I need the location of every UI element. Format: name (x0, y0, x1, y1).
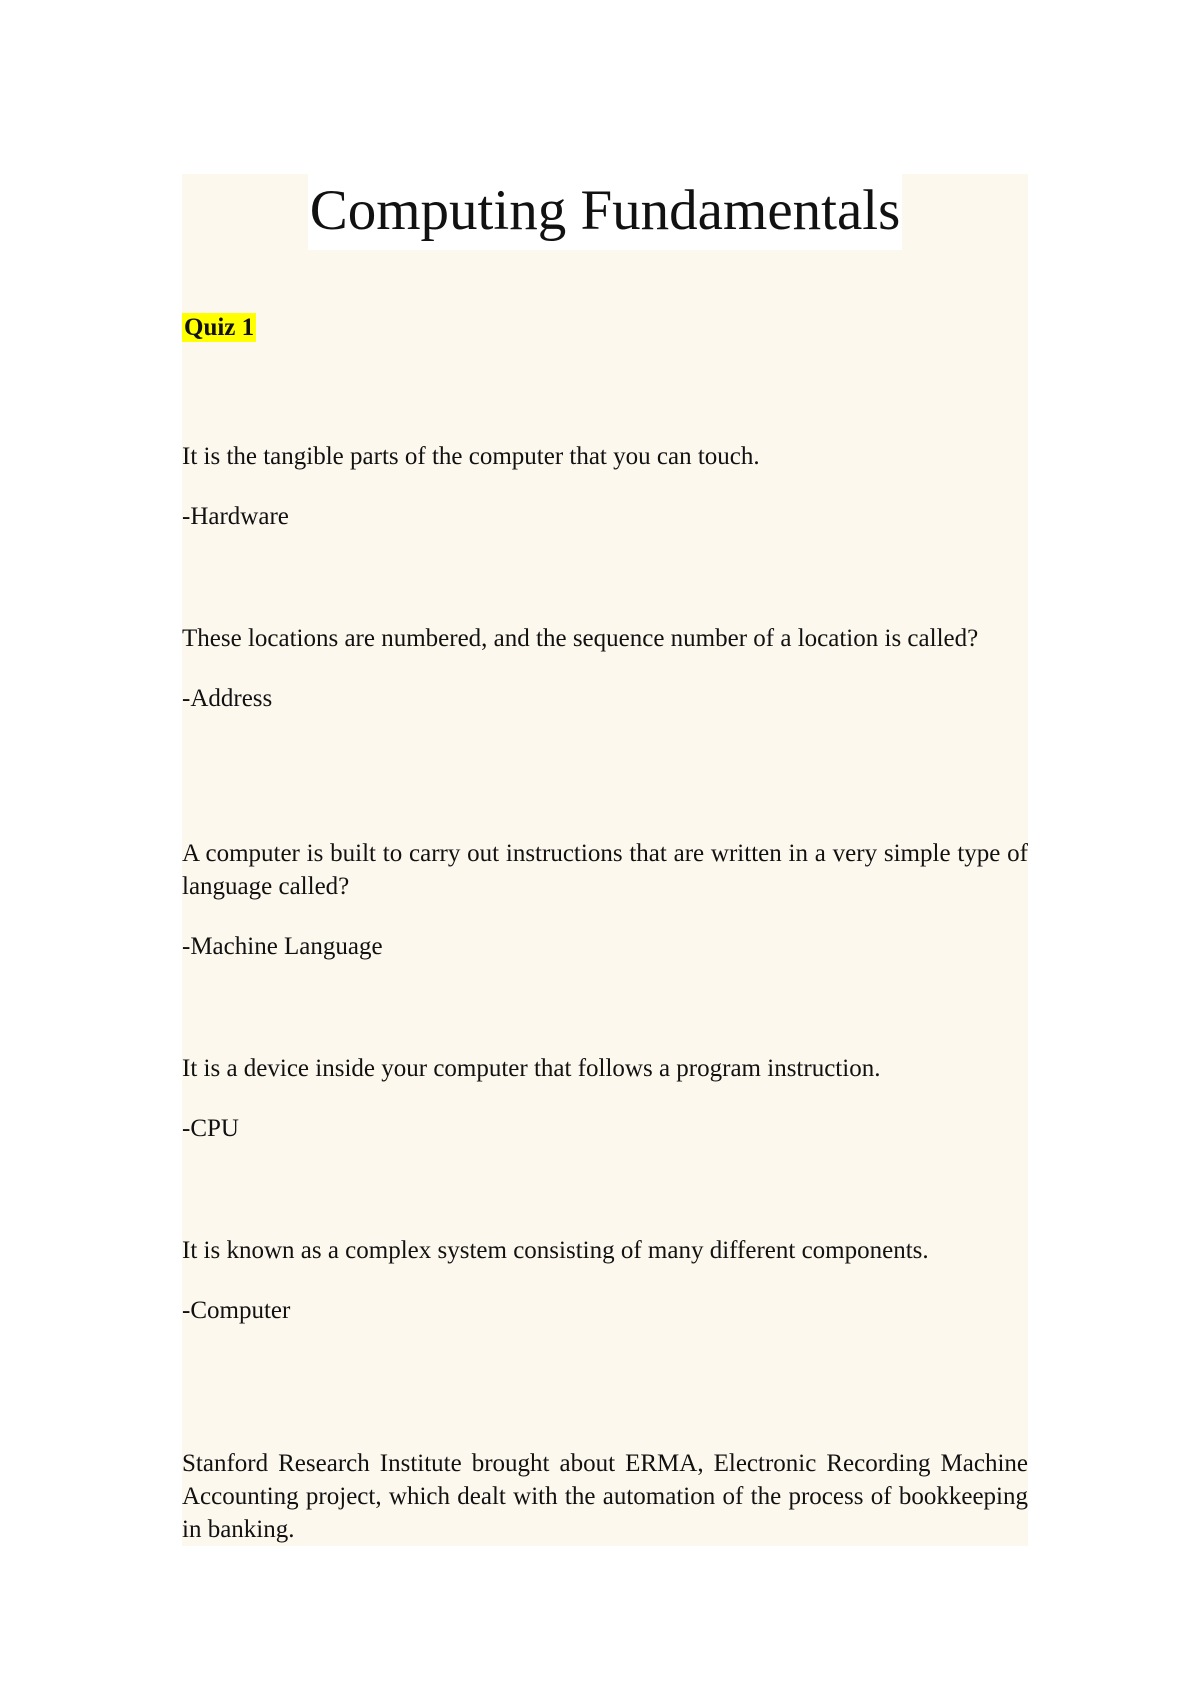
answer-text: -Machine Language (182, 933, 383, 960)
document-content (182, 174, 1028, 1546)
question-text: It is a device inside your computer that follows a program instruction. (182, 1055, 881, 1082)
quiz-item-5 (182, 1234, 1028, 1327)
answer-text: -CPU (182, 1115, 239, 1142)
quiz-heading (182, 312, 256, 344)
quiz-item-2 (182, 622, 1028, 715)
quiz-item-1 (182, 440, 1028, 533)
quiz-heading-highlight: Quiz 1 (184, 314, 255, 341)
answer-text: -Hardware (182, 503, 289, 530)
answer-text: -Computer (182, 1297, 291, 1324)
question-text: These locations are numbered, and the sequence number of a location is called? (182, 625, 979, 652)
quiz-item-3 (182, 837, 1028, 963)
page-title-text: Computing Fundamentals (308, 174, 903, 250)
quiz-item-6 (182, 1447, 1028, 1546)
question-text: It is the tangible parts of the computer that you can touch. (182, 443, 760, 470)
quiz-item-4 (182, 1052, 1028, 1145)
question-text: Stanford Research Institute brought about ERMA, Electronic Recording Machine Accounting project, which dealt with the automation of the process of bookkeeping in banking. (182, 1450, 1028, 1543)
question-text: It is known as a complex system consisting of many different components. (182, 1237, 929, 1264)
page-title (182, 174, 1028, 250)
question-text: A computer is built to carry out instructions that are written in a very simple type of language called? (182, 840, 1028, 900)
answer-text: -Address (182, 685, 273, 712)
